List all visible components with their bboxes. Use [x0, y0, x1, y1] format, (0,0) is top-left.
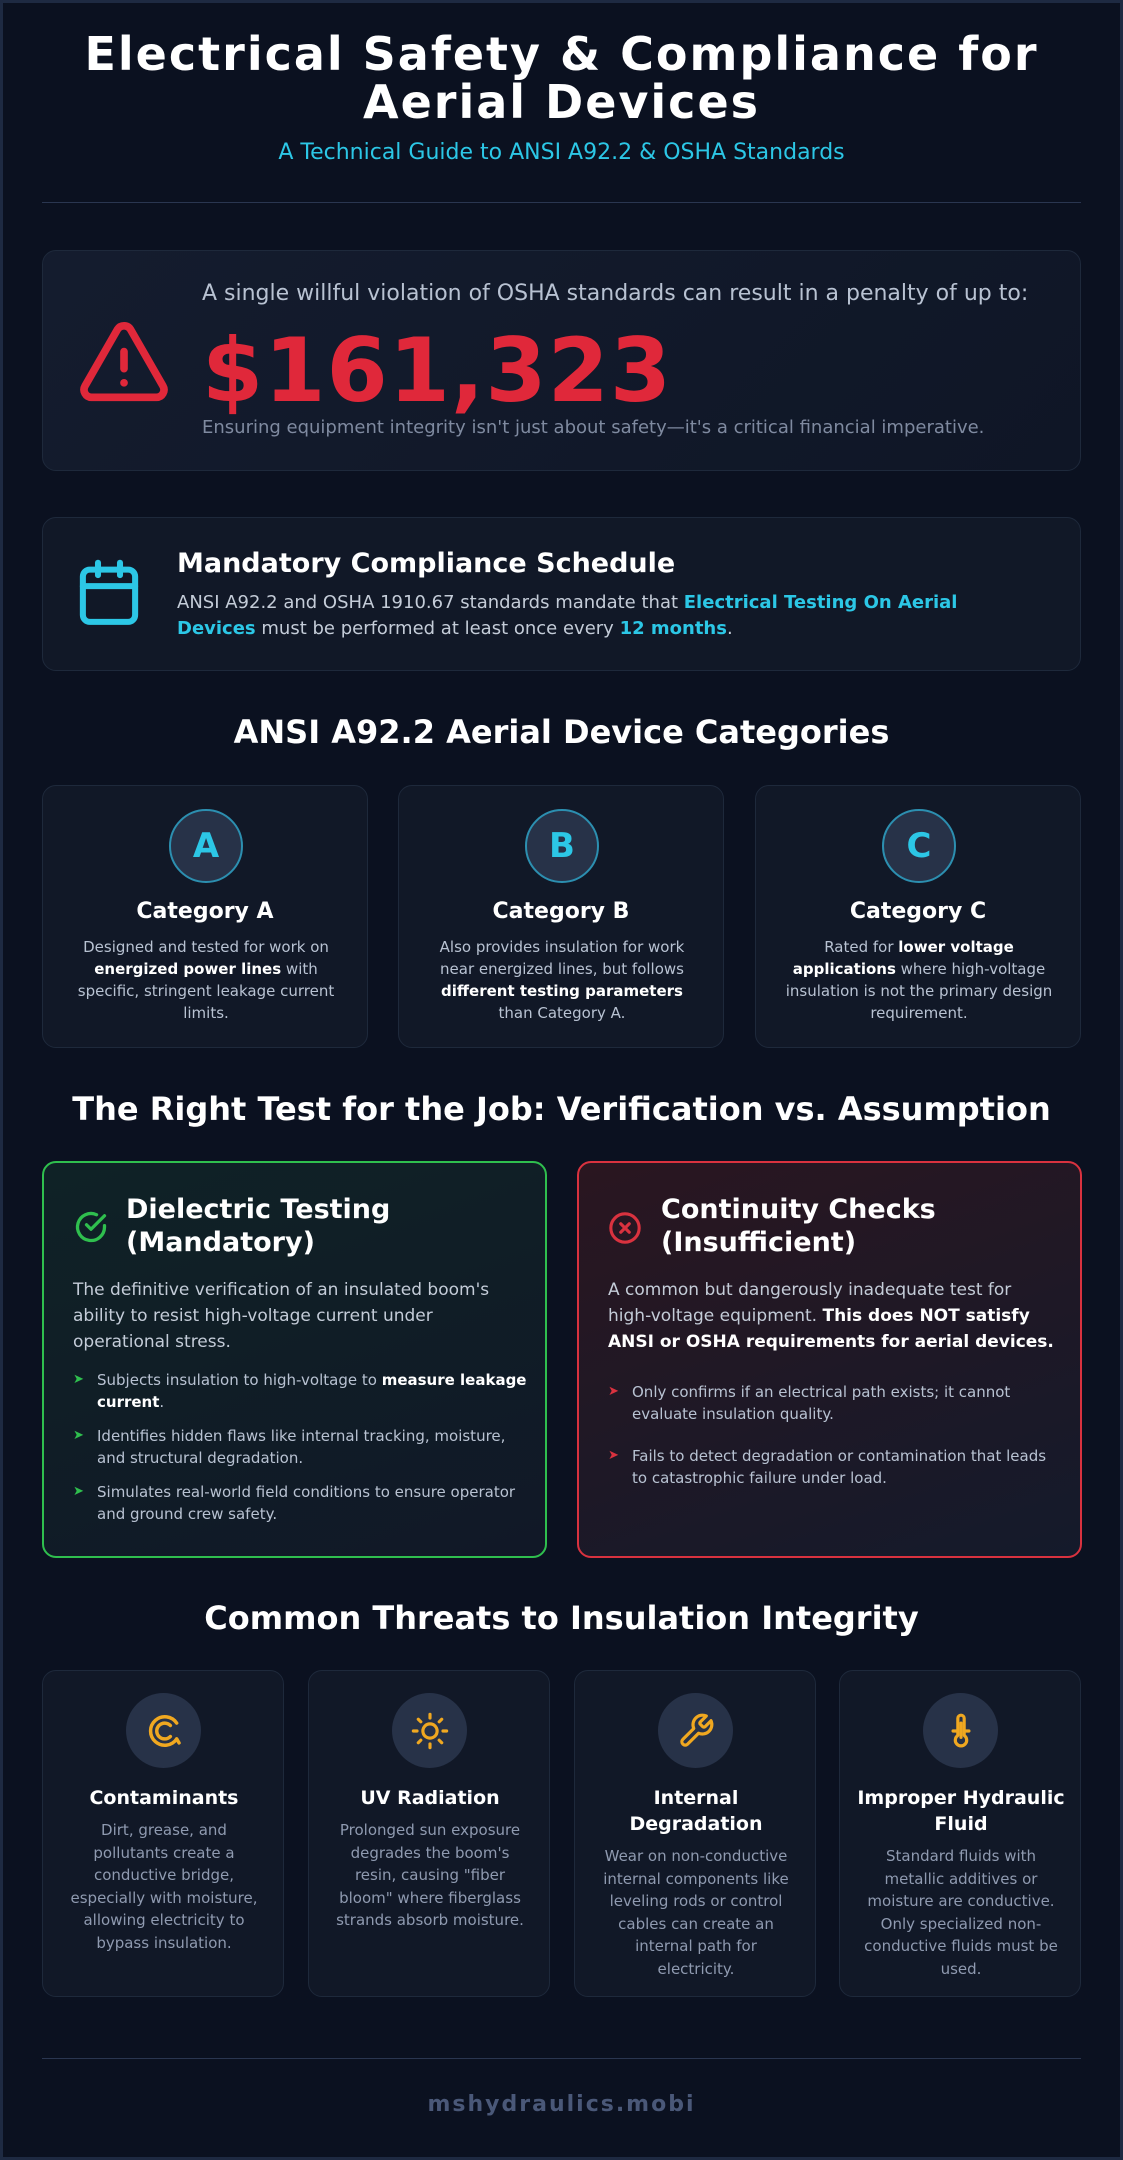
- tests-heading: The Right Test for the Job: Verification vs. Assumption: [72, 1090, 1051, 1128]
- category-title: Category C: [849, 899, 987, 924]
- warning-triangle-icon: [78, 321, 170, 409]
- category-badge: C: [882, 809, 956, 883]
- threat-title: Improper Hydraulic Fluid: [857, 1787, 1065, 1835]
- continuity-title: Continuity Checks (Insufficient): [661, 1194, 936, 1258]
- contaminant-swirl-icon: [126, 1693, 201, 1768]
- threat-title: Internal Degradation: [629, 1787, 763, 1835]
- x-circle-icon: [608, 1211, 642, 1249]
- list-item: ➤ Fails to detect degradation or contamination that leads to catastrophic failure under load.: [608, 1447, 1047, 1487]
- threat-description: Standard fluids with metallic additives or moisture are conductive. Only specialized non-conductive fluids must be used.: [864, 1847, 1058, 1978]
- dielectric-description: The definitive verification of an insulated boom's ability to resist high-voltage current under operational stress.: [73, 1280, 490, 1352]
- page-subtitle: A Technical Guide to ANSI A92.2 & OSHA Standards: [278, 140, 845, 165]
- category-badge: A: [169, 809, 243, 883]
- page-header: [40, 27, 1083, 165]
- list-item: ➤ Only confirms if an electrical path exists; it cannot evaluate insulation quality.: [608, 1383, 1011, 1423]
- schedule-highlight-testing: Electrical Testing On Aerial Devices: [177, 592, 958, 639]
- schedule-title: Mandatory Compliance Schedule: [177, 548, 676, 579]
- arrow-icon: ➤: [73, 1428, 84, 1443]
- header-divider: [42, 202, 1081, 203]
- threat-description: Wear on non-conductive internal components like leveling rods or control cables can create an internal path for electricity.: [603, 1847, 789, 1978]
- sun-icon: [392, 1693, 467, 1768]
- dielectric-title: Dielectric Testing (Mandatory): [126, 1194, 391, 1258]
- threat-description: Prolonged sun exposure degrades the boom's resin, causing "fiber bloom" where fiberglass strands absorb moisture.: [336, 1821, 524, 1929]
- penalty-card: [42, 250, 1081, 471]
- thermometer-icon: [923, 1693, 998, 1768]
- dielectric-bullets: [73, 1369, 528, 1537]
- category-description: Rated for lower voltage applications where high-voltage insulation is not the primary design requirement.: [785, 938, 1053, 1022]
- categories-heading: ANSI A92.2 Aerial Device Categories: [233, 713, 890, 751]
- schedule-highlight-interval: 12 months: [619, 618, 727, 639]
- list-item: ➤ Identifies hidden flaws like internal tracking, moisture, and structural degradation.: [73, 1427, 506, 1467]
- penalty-amount: $161,323: [202, 319, 673, 422]
- continuity-description: A common but dangerously inadequate test for high-voltage equipment. This does NOT satisfy ANSI or OSHA requirements for aerial devices.: [608, 1280, 1054, 1352]
- threat-card-uv: [308, 1670, 550, 1997]
- category-card-a: [42, 785, 368, 1048]
- check-circle-icon: [73, 1209, 109, 1249]
- continuity-bullets: [608, 1381, 1063, 1501]
- threat-title: Contaminants: [89, 1787, 239, 1809]
- threat-description: Dirt, grease, and pollutants create a conductive bridge, especially with moisture, allowing electricity to bypass insulation.: [70, 1821, 258, 1952]
- schedule-text: ANSI A92.2 and OSHA 1910.67 standards mandate that Electrical Testing On Aerial Devices must be performed at least once every 12 months.: [177, 592, 958, 639]
- category-title: Category B: [492, 899, 630, 924]
- continuity-checks-card: [577, 1161, 1082, 1558]
- dielectric-testing-card: [42, 1161, 547, 1558]
- footer-site: mshydraulics.mobi: [427, 2092, 696, 2117]
- threat-card-fluid: [839, 1670, 1081, 1997]
- category-card-c: [755, 785, 1081, 1048]
- list-item: ➤ Simulates real-world field conditions to ensure operator and ground crew safety.: [73, 1483, 516, 1523]
- threat-title: UV Radiation: [360, 1787, 500, 1809]
- penalty-lead-text: A single willful violation of OSHA standards can result in a penalty of up to:: [202, 281, 1029, 306]
- compliance-schedule-card: [42, 517, 1081, 671]
- penalty-note: Ensuring equipment integrity isn't just about safety—it's a critical financial imperative.: [202, 417, 985, 438]
- category-description: Designed and tested for work on energized power lines with specific, stringent leakage current limits.: [77, 938, 335, 1022]
- arrow-icon: ➤: [73, 1484, 84, 1499]
- list-item: ➤ Subjects insulation to high-voltage to measure leakage current.: [73, 1371, 527, 1411]
- category-card-b: [398, 785, 724, 1048]
- footer-divider: [42, 2058, 1081, 2059]
- threat-card-contaminants: [42, 1670, 284, 1997]
- threat-card-internal: [574, 1670, 816, 1997]
- calendar-icon: [76, 558, 142, 632]
- page-title: Electrical Safety & Compliance for Aerial Devices: [84, 27, 1039, 129]
- wrench-icon: [658, 1693, 733, 1768]
- threats-heading: Common Threats to Insulation Integrity: [204, 1599, 919, 1637]
- category-description: Also provides insulation for work near energized lines, but follows different testing parameters than Category A.: [439, 938, 685, 1022]
- category-badge: B: [525, 809, 599, 883]
- arrow-icon: ➤: [608, 1448, 619, 1463]
- arrow-icon: ➤: [608, 1384, 619, 1399]
- category-title: Category A: [136, 899, 274, 924]
- arrow-icon: ➤: [73, 1372, 84, 1387]
